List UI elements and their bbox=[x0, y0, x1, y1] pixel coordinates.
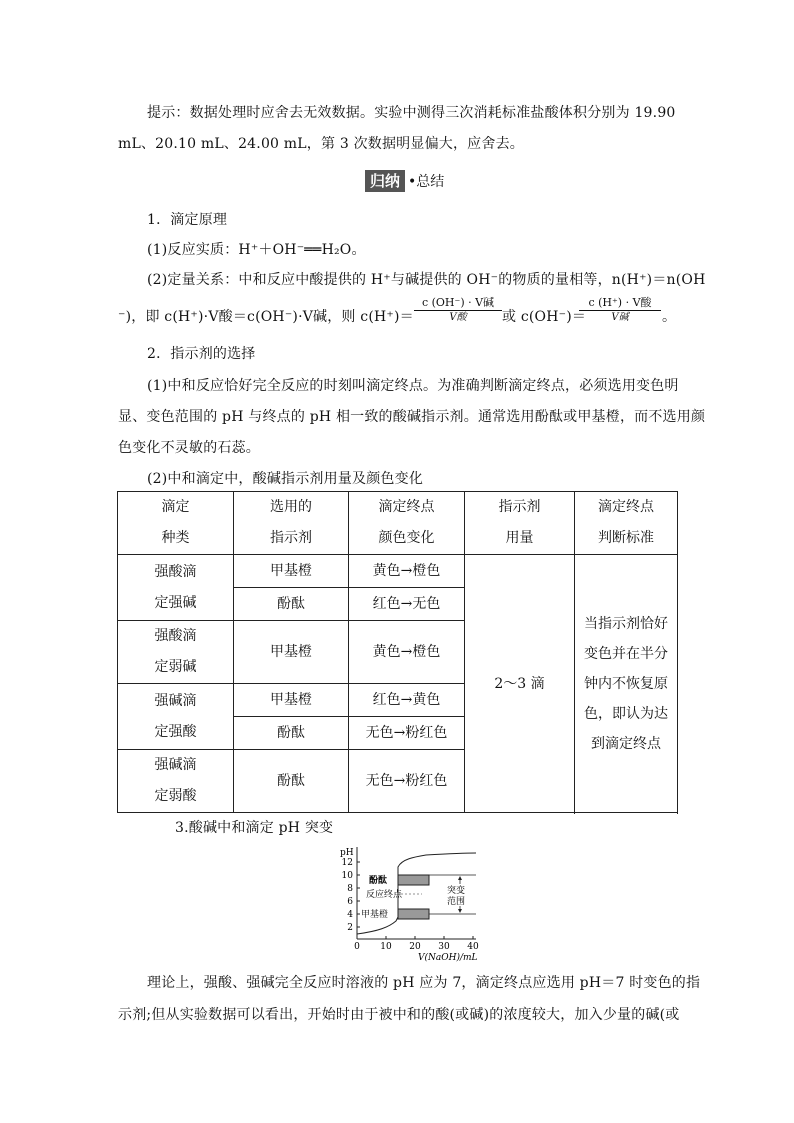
header-amount: 指示剂 用量 bbox=[465, 492, 575, 555]
x-tick: 0 bbox=[354, 942, 360, 952]
indicator-cell: 酚酞 bbox=[234, 717, 349, 750]
p1-relation-2b: 或 c(OH⁻)＝ bbox=[502, 309, 587, 325]
type-cell: 强碱滴 定强酸 bbox=[118, 684, 234, 750]
color-cell: 黄色→橙色 bbox=[349, 555, 465, 588]
p1-essence: (1)反应实质：H⁺＋OH⁻══H₂O。 bbox=[147, 242, 366, 258]
y-tick: 12 bbox=[341, 858, 353, 868]
y-tick: 8 bbox=[347, 884, 353, 894]
p2-text-3: 色变化不灵敏的石蕊。 bbox=[118, 440, 260, 456]
p1-relation-1: (2)定量关系：中和反应中酸提供的 H⁺与碱提供的 OH⁻的物质的量相等，n(H⁺)＝n(OH bbox=[147, 272, 706, 288]
table-row bbox=[118, 555, 678, 588]
fraction-c-oh-numerator: c (H⁺) · V酸 bbox=[588, 296, 652, 309]
color-cell: 无色→粉红色 bbox=[349, 717, 465, 750]
y-axis-label: pH bbox=[340, 848, 354, 858]
endpoint-label: 反应终点 bbox=[366, 890, 403, 900]
final-line-1: 理论上，强酸、强碱完全反应时溶液的 pH 应为 7，滴定终点应选用 pH＝7 时变色的指 bbox=[147, 975, 701, 991]
type-cell: 强酸滴 定弱碱 bbox=[118, 621, 234, 684]
fraction-c-h bbox=[414, 296, 502, 325]
fraction-c-h-denominator: V酸 bbox=[449, 312, 467, 323]
color-cell: 黄色→橙色 bbox=[349, 621, 465, 684]
section-badge-rest: •总结 bbox=[408, 174, 445, 190]
amount-cell: 2～3 滴 bbox=[465, 555, 575, 813]
methyl-orange-range-box bbox=[398, 909, 429, 919]
color-cell: 红色→无色 bbox=[349, 588, 465, 621]
indicator-table bbox=[117, 491, 678, 813]
p2-text-2: 显、变色范围的 pH 与终点的 pH 相一致的酸碱指示剂。通常选用酚酞或甲基橙，而不选用颜 bbox=[118, 409, 706, 425]
phenolphthalein-range-box bbox=[398, 875, 429, 885]
indicator-cell: 酚酞 bbox=[234, 750, 349, 813]
hint-line-2: mL、20.10 mL、24.00 mL，第 3 次数据明显偏大，应舍去。 bbox=[118, 136, 524, 152]
type-cell: 强碱滴 定弱酸 bbox=[118, 750, 234, 813]
p1-relation-2a: ⁻)，即 c(H⁺)·V酸＝c(OH⁻)·V碱，则 c(H⁺)＝ bbox=[118, 309, 414, 325]
p1-relation-2-end: 。 bbox=[662, 309, 677, 325]
y-tick: 2 bbox=[347, 923, 353, 933]
jump-label-1: 突变 bbox=[447, 886, 466, 896]
p1-heading: 1．滴定原理 bbox=[147, 212, 228, 228]
phenol-label: 酚酞 bbox=[369, 876, 388, 886]
indicator-cell: 甲基橙 bbox=[234, 555, 349, 588]
hint-line-1: 提示：数据处理时应舍去无效数据。实验中测得三次消耗标准盐酸体积分别为 19.90 bbox=[147, 105, 676, 121]
table-header-row bbox=[118, 492, 678, 555]
color-cell: 红色→黄色 bbox=[349, 684, 465, 717]
y-ticks bbox=[342, 858, 354, 933]
final-line-2: 示剂;但从实验数据可以看出，开始时由于被中和的酸(或碱)的浓度较大，加入少量的碱(或 bbox=[118, 1007, 680, 1023]
fraction-c-h-numerator: c (OH⁻) · V碱 bbox=[421, 296, 495, 309]
y-tick: 4 bbox=[347, 910, 353, 920]
header-judge: 滴定终点 判断标准 bbox=[575, 492, 678, 555]
x-tick: 30 bbox=[438, 942, 450, 952]
fraction-c-oh bbox=[579, 296, 661, 325]
p2-heading: 2．指示剂的选择 bbox=[147, 346, 256, 362]
summary-section-title bbox=[365, 170, 444, 192]
section-badge: 归纳 bbox=[365, 170, 405, 192]
indicator-cell: 甲基橙 bbox=[234, 621, 349, 684]
jump-label-2: 范围 bbox=[447, 897, 466, 907]
header-color-change: 滴定终点 颜色变化 bbox=[349, 492, 465, 555]
x-ticks bbox=[354, 942, 479, 952]
indicator-cell: 酚酞 bbox=[234, 588, 349, 621]
header-type: 滴定 种类 bbox=[118, 492, 234, 555]
y-tick: 6 bbox=[347, 897, 353, 907]
x-axis-label: V(NaOH)/mL bbox=[418, 953, 478, 963]
x-tick: 10 bbox=[380, 942, 392, 952]
type-cell: 强酸滴 定强碱 bbox=[118, 555, 234, 621]
titration-curve-figure bbox=[334, 841, 484, 963]
indicator-cell: 甲基橙 bbox=[234, 684, 349, 717]
fraction-c-oh-denominator: V碱 bbox=[611, 312, 629, 323]
table-caption: (2)中和滴定中，酸碱指示剂用量及颜色变化 bbox=[147, 471, 424, 487]
p3-heading: 3.酸碱中和滴定 pH 突变 bbox=[175, 820, 334, 836]
methyl-orange-label: 甲基橙 bbox=[361, 910, 389, 920]
x-tick: 20 bbox=[409, 942, 421, 952]
header-indicator: 选用的 指示剂 bbox=[234, 492, 349, 555]
judge-cell: 当指示剂恰好 变色并在半分 钟内不恢复原 色，即认为达 到滴定终点 bbox=[575, 555, 678, 813]
color-cell: 无色→粉红色 bbox=[349, 750, 465, 813]
y-tick: 10 bbox=[341, 871, 353, 881]
p2-text-1: (1)中和反应恰好完全反应的时刻叫滴定终点。为准确判断滴定终点，必须选用变色明 bbox=[147, 378, 679, 394]
x-tick: 40 bbox=[467, 942, 479, 952]
